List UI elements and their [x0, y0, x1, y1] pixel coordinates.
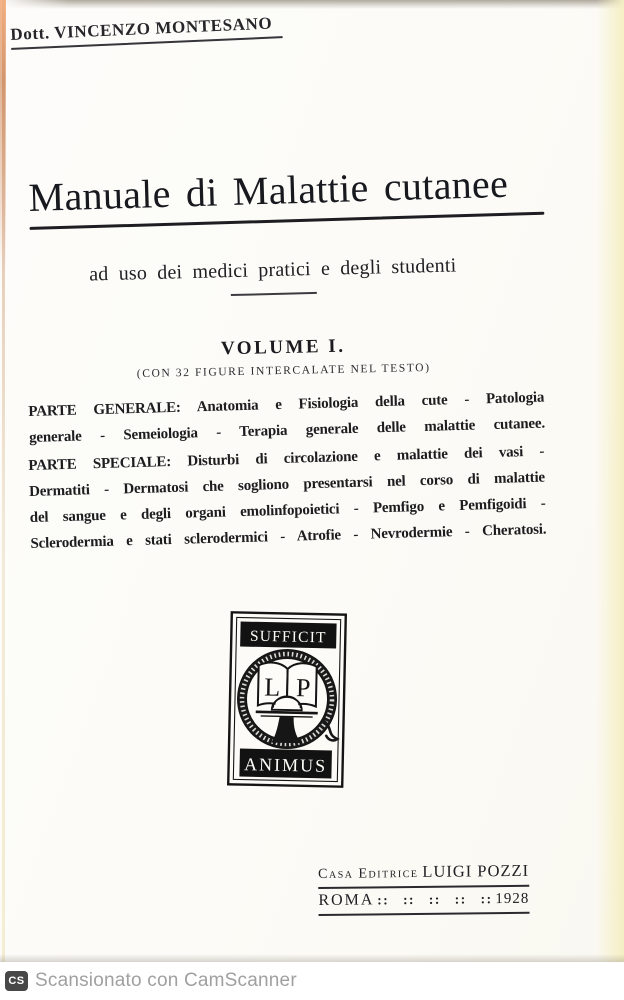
- emblem-motto-bottom: ANIMUS: [243, 754, 328, 776]
- author-line: Dott. VINCENZO MONTESANO: [10, 13, 273, 44]
- page-title: Manuale di Malattie cutanee: [27, 160, 509, 220]
- publisher-city-year-line: [318, 890, 529, 916]
- page-bottom-edge-shadow: [0, 954, 624, 962]
- page-left-edge-tint: [0, 0, 6, 270]
- paragraph-line: generale - Semeiologia - Terapia generale delle malattie cutanee.: [28, 415, 546, 446]
- paragraph-line: PARTE SPECIALE: Disturbi di circolazione e malattie dei vasi -: [28, 443, 545, 474]
- volume-note: (CON 32 FIGURE INTERCALATE NEL TESTO): [136, 361, 431, 381]
- camscanner-icon: CS: [5, 971, 28, 991]
- paragraph-line: PARTE GENERALE: Anatomia e Fisiologia della cute - Patologia: [28, 389, 545, 420]
- publisher-block: [318, 861, 530, 916]
- emblem-motto-top: SUFFICIT: [249, 627, 327, 647]
- camscanner-watermark-bar: [0, 962, 624, 1000]
- publisher-emblem-icon: [226, 610, 348, 790]
- publisher-emblem: [226, 610, 348, 790]
- publisher-city: ROMA: [318, 891, 375, 909]
- parte-speciale-paragraph: [28, 439, 547, 557]
- volume-heading: VOLUME I.: [220, 335, 346, 360]
- title-block: [28, 161, 544, 230]
- volume-block: [0, 331, 567, 383]
- page-top-edge-shadow: [0, 0, 624, 9]
- emblem-initial-right: P: [295, 673, 311, 703]
- camscanner-watermark-text: Scansionato con CamScanner: [35, 970, 297, 991]
- publisher-prefix: Casa Editrice: [318, 865, 419, 882]
- publisher-year: 1928: [495, 890, 530, 908]
- publisher-name: LUIGI POZZI: [422, 860, 530, 881]
- subtitle-rule: [230, 292, 316, 296]
- page-right-edge-tint: [596, 0, 624, 962]
- paragraph-line: Sclerodermia e stati sclerodermici - Atrofie - Nevrodermie - Cheratosi.: [30, 521, 547, 552]
- publisher-separators: :: :: :: :: ::: [377, 891, 493, 908]
- emblem-initial-left: L: [264, 672, 281, 702]
- page-top-edge-fade: [0, 0, 70, 10]
- subtitle-block: [0, 252, 546, 301]
- book-subtitle: ad uso dei medici pratici e degli studenti: [88, 254, 457, 286]
- paragraph-line: del sangue e degli organi emolinfopoietici - Pemfigo e Pemfigoidi -: [29, 495, 546, 526]
- publisher-name-line: [318, 861, 529, 889]
- paragraph-line: Dermatiti - Dermatosi che sogliono presentarsi nel corso di malattie: [28, 469, 546, 500]
- author-block: [10, 13, 283, 50]
